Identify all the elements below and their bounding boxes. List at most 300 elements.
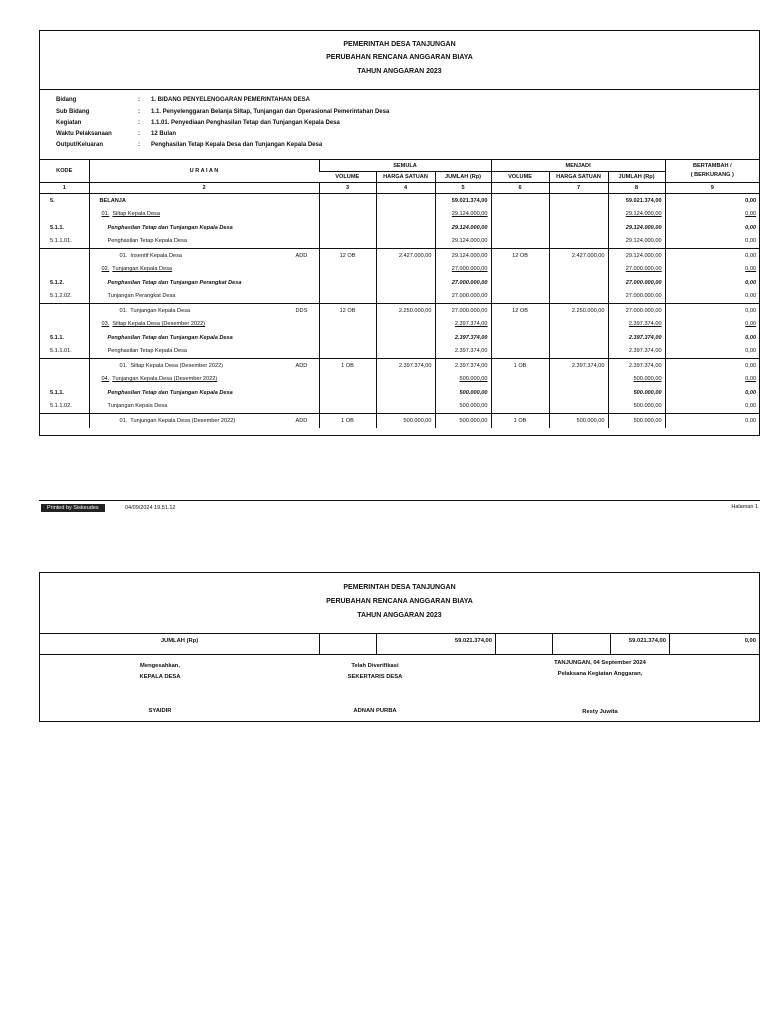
cell-harga-menjadi <box>549 276 608 290</box>
signature-kepala-desa-title2: KEPALA DESA <box>139 674 181 680</box>
amount: 0,00 <box>745 403 757 410</box>
cell-harga-menjadi <box>549 373 608 387</box>
table-row <box>40 400 759 414</box>
amount: 27.000.000,00 <box>625 307 662 314</box>
amount: 0,00 <box>745 279 757 286</box>
item-description: Siltap Kepala Desa (Desember 2022) <box>112 321 206 328</box>
item-description: Tunjungan Kepala Desa (Desember 2022) <box>130 417 236 424</box>
cell-jumlah-menjadi <box>608 331 665 345</box>
amount: 0,00 <box>745 252 757 259</box>
cell-kode: 5.1.1. <box>50 334 64 341</box>
total-empty-cell <box>319 634 376 654</box>
col-menjadi: MENJADI <box>491 160 665 172</box>
funding-source: ADD <box>295 362 308 369</box>
table-row <box>40 386 759 400</box>
cell-uraian <box>89 276 319 290</box>
info-row-waktu <box>56 131 759 141</box>
cell-volume-semula: 12 OB <box>319 249 376 263</box>
amount: 29.124.000,00 <box>451 238 488 245</box>
cell-harga-semula <box>376 194 435 208</box>
info-value: 12 Bulan <box>151 131 177 137</box>
cell-harga-menjadi <box>549 235 608 249</box>
cell-volume-semula <box>319 263 376 277</box>
cell-delta <box>665 194 759 208</box>
table-row <box>40 318 759 332</box>
cell-harga-menjadi <box>549 194 608 208</box>
col-bertambah-line1: BERTAMBAH / <box>692 163 732 169</box>
cell-uraian <box>89 221 319 235</box>
cell-kode <box>40 359 89 373</box>
funding-source: DDS <box>295 307 308 314</box>
cell-jumlah-menjadi <box>608 400 665 414</box>
table-row <box>40 249 759 263</box>
amount: 0,00 <box>745 238 757 245</box>
cell-kode: 5.1.1.01. <box>40 235 89 249</box>
cell-uraian <box>89 331 319 345</box>
cell-volume-menjadi: 12 OB <box>491 304 549 318</box>
info-row-sub-bidang <box>56 109 759 119</box>
cell-jumlah-menjadi <box>608 194 665 208</box>
cell-kode: 5. <box>50 197 55 204</box>
cell-delta <box>665 345 759 359</box>
signature-sekdes-title2: SEKERTARIS DESA <box>347 674 403 680</box>
cell-delta <box>665 208 759 222</box>
col-number: 1 <box>40 183 89 194</box>
cell-kode <box>40 373 89 387</box>
cell-kode: 5.1.2.02. <box>40 290 89 304</box>
amount: 2.397.374,00 <box>628 334 662 341</box>
cell-uraian <box>89 235 319 249</box>
col-semula: SEMULA <box>319 160 491 172</box>
cell-jumlah-semula <box>435 263 491 277</box>
info-value: Penghasilan Tetap Kepala Desa dan Tunjangan Kepala Desa <box>151 142 323 148</box>
item-number: 01. <box>101 211 110 218</box>
amount: 0,00 <box>745 197 757 204</box>
amount: 0,00 <box>745 321 757 328</box>
col-bertambah <box>665 160 759 183</box>
info-colon: : <box>138 142 140 148</box>
cell-delta <box>665 249 759 263</box>
cell-jumlah-menjadi <box>608 386 665 400</box>
signature-sekdes-name: ADNAN PURBA <box>353 708 397 714</box>
cell-harga-semula: 2.397.374,00 <box>376 359 435 373</box>
cell-jumlah-menjadi <box>608 414 665 428</box>
table-row <box>40 304 759 318</box>
cell-volume-semula: 1 OB <box>319 359 376 373</box>
header-line-3: TAHUN ANGGARAN 2023 <box>357 68 442 75</box>
cell-harga-semula <box>376 208 435 222</box>
info-label: Sub Bidang <box>56 109 90 115</box>
cell-kode: 5.1.1. <box>50 389 64 396</box>
cell-uraian <box>89 249 319 263</box>
amount: 500.000,00 <box>633 417 662 424</box>
cell-volume-semula <box>319 331 376 345</box>
cell-harga-semula <box>376 400 435 414</box>
cell-jumlah-menjadi <box>608 373 665 387</box>
cell-uraian <box>89 373 319 387</box>
amount: 27.000.000,00 <box>625 266 662 273</box>
info-label: Output/Keluaran <box>56 142 104 148</box>
cell-volume-menjadi <box>491 400 549 414</box>
cell-kode: 5.1.1.02. <box>40 400 89 414</box>
header-line-3: TAHUN ANGGARAN 2023 <box>357 612 442 619</box>
cell-uraian <box>89 386 319 400</box>
cell-jumlah-menjadi <box>608 290 665 304</box>
cell-kode <box>40 249 89 263</box>
item-description: BELANJA <box>99 197 126 204</box>
amount: 29.124.000,00 <box>451 252 488 259</box>
cell-uraian <box>89 290 319 304</box>
cell-uraian <box>89 263 319 277</box>
table-row <box>40 359 759 373</box>
report-page-2 <box>39 572 760 722</box>
amount: 29.124.000,00 <box>625 238 662 245</box>
cell-jumlah-menjadi <box>608 249 665 263</box>
cell-harga-menjadi: 500.000,00 <box>549 414 608 428</box>
cell-volume-semula <box>319 235 376 249</box>
info-row-kegiatan <box>56 120 759 130</box>
cell-jumlah-semula <box>435 304 491 318</box>
amount: 27.000.000,00 <box>451 266 488 273</box>
col-number: 5 <box>435 183 491 194</box>
cell-jumlah-menjadi <box>608 304 665 318</box>
signature-pelaksana-title: Pelaksana Kegiatan Anggaran, <box>557 671 643 677</box>
cell-kode: 5.1.2. <box>50 279 64 286</box>
funding-source: ADD <box>295 417 308 424</box>
cell-uraian <box>89 318 319 332</box>
amount: 0,00 <box>745 348 757 355</box>
item-description: Tunjangan Kepala Desa <box>130 307 191 314</box>
total-row <box>40 634 759 655</box>
amount: 0,00 <box>745 266 757 273</box>
amount: 27.000.000,00 <box>451 293 488 300</box>
cell-harga-menjadi <box>549 386 608 400</box>
cell-jumlah-semula <box>435 345 491 359</box>
col-jumlah-menjadi: JUMLAH (Rp) <box>608 172 665 183</box>
cell-jumlah-menjadi <box>608 208 665 222</box>
item-description: Tunjangan Kepala Desa (Desember 2022) <box>112 376 218 383</box>
amount: 27.000.000,00 <box>625 279 662 286</box>
cell-volume-semula <box>319 345 376 359</box>
cell-volume-menjadi <box>491 235 549 249</box>
cell-volume-semula: 1 OB <box>319 414 376 428</box>
cell-delta <box>665 318 759 332</box>
cell-harga-semula <box>376 221 435 235</box>
cell-harga-semula <box>376 318 435 332</box>
cell-volume-menjadi <box>491 318 549 332</box>
cell-uraian <box>89 345 319 359</box>
table-row <box>40 345 759 359</box>
cell-volume-menjadi <box>491 263 549 277</box>
cell-jumlah-semula <box>435 221 491 235</box>
cell-volume-menjadi <box>491 276 549 290</box>
col-number: 3 <box>319 183 376 194</box>
cell-harga-semula <box>376 235 435 249</box>
cell-uraian <box>89 208 319 222</box>
amount: 0,00 <box>745 307 757 314</box>
cell-delta <box>665 386 759 400</box>
amount: 0,00 <box>745 293 757 300</box>
total-label: JUMLAH (Rp) <box>160 638 199 644</box>
item-description: Tunjangan Kepala Desa <box>107 403 168 410</box>
cell-volume-semula <box>319 290 376 304</box>
cell-harga-semula <box>376 276 435 290</box>
table-header-row <box>40 160 759 172</box>
col-number: 8 <box>608 183 665 194</box>
col-number: 7 <box>549 183 608 194</box>
cell-jumlah-semula <box>435 414 491 428</box>
cell-harga-semula <box>376 373 435 387</box>
amount: 0,00 <box>745 389 757 396</box>
col-volume-semula: VOLUME <box>319 172 376 183</box>
cell-volume-semula <box>319 276 376 290</box>
cell-delta <box>665 276 759 290</box>
amount: 500.000,00 <box>459 376 488 383</box>
col-harga-menjadi: HARGA SATUAN <box>549 172 608 183</box>
amount: 2.397.374,00 <box>628 321 662 328</box>
signature-kepala-desa-name: SYAIDIR <box>148 708 172 714</box>
table-row <box>40 194 759 208</box>
cell-harga-semula <box>376 386 435 400</box>
amount: 500.000,00 <box>633 403 662 410</box>
cell-harga-menjadi <box>549 400 608 414</box>
cell-volume-menjadi: 1 OB <box>491 359 549 373</box>
info-colon: : <box>138 120 140 126</box>
info-value: 1.1.01. Penyediaan Penghasilan Tetap dan Tunjangan Kepala Desa <box>151 120 340 126</box>
col-number: 2 <box>89 183 319 194</box>
item-number: 03. <box>101 321 110 328</box>
item-number: 02. <box>101 266 110 273</box>
amount: 59.021.374,00 <box>625 197 662 204</box>
cell-jumlah-semula <box>435 276 491 290</box>
cell-harga-semula: 2.427.000,00 <box>376 249 435 263</box>
col-jumlah-semula: JUMLAH (Rp) <box>435 172 491 183</box>
amount: 2.397.374,00 <box>628 348 662 355</box>
item-description: Tunjangan Kepala Desa <box>112 266 173 273</box>
cell-harga-menjadi <box>549 208 608 222</box>
activity-info <box>40 89 759 159</box>
col-bertambah-line2: ( BERKURANG ) <box>690 172 734 178</box>
cell-volume-menjadi: 1 OB <box>491 414 549 428</box>
table-row <box>40 373 759 387</box>
col-kode: KODE <box>40 160 89 183</box>
cell-kode <box>40 414 89 428</box>
col-number: 6 <box>491 183 549 194</box>
cell-jumlah-semula <box>435 249 491 263</box>
header-line-1: PEMERINTAH DESA TANJUNGAN <box>343 41 456 48</box>
cell-jumlah-menjadi <box>608 235 665 249</box>
cell-volume-menjadi <box>491 221 549 235</box>
item-description: Penghasilan Tetap Kepala Desa <box>107 238 188 245</box>
cell-kode <box>40 318 89 332</box>
cell-harga-semula <box>376 331 435 345</box>
total-menjadi: 59.021.374,00 <box>610 634 669 654</box>
cell-delta <box>665 290 759 304</box>
cell-volume-menjadi <box>491 373 549 387</box>
info-colon: : <box>138 131 140 137</box>
signature-place-date: TANJUNGAN, 04 September 2024 <box>554 660 646 666</box>
amount: 0,00 <box>745 211 757 218</box>
table-row <box>40 290 759 304</box>
col-number: 4 <box>376 183 435 194</box>
cell-volume-semula <box>319 373 376 387</box>
amount: 27.000.000,00 <box>451 279 488 286</box>
item-description: Penghasilan Tetap dan Tunjangan Kepala Desa <box>107 334 233 341</box>
cell-uraian <box>89 414 319 428</box>
page-footer <box>39 500 760 515</box>
amount: 2.397.374,00 <box>454 321 488 328</box>
cell-delta <box>665 414 759 428</box>
table-row <box>40 221 759 235</box>
cell-delta <box>665 331 759 345</box>
cell-delta <box>665 359 759 373</box>
cell-harga-menjadi <box>549 221 608 235</box>
amount: 0,00 <box>745 362 757 369</box>
item-description: Penghasilan Tetap dan Tunjangan Kepala Desa <box>107 224 233 231</box>
item-description: Insentif Kepala Desa <box>130 252 183 259</box>
cell-volume-menjadi <box>491 194 549 208</box>
cell-jumlah-menjadi <box>608 359 665 373</box>
info-label: Bidang <box>56 97 77 103</box>
cell-harga-semula <box>376 263 435 277</box>
item-number: 01. <box>119 417 128 424</box>
cell-harga-menjadi: 2.250.000,00 <box>549 304 608 318</box>
cell-jumlah-semula <box>435 318 491 332</box>
amount: 0,00 <box>745 417 757 424</box>
cell-volume-semula: 12 OB <box>319 304 376 318</box>
signature-pelaksana-name: Resty Juwita <box>582 709 618 715</box>
total-delta: 0,00 <box>669 634 759 654</box>
total-empty-cell <box>495 634 552 654</box>
cell-jumlah-semula <box>435 331 491 345</box>
amount: 0,00 <box>745 334 757 341</box>
amount: 500.000,00 <box>633 389 662 396</box>
cell-volume-menjadi <box>491 208 549 222</box>
info-colon: : <box>138 109 140 115</box>
col-number: 9 <box>665 183 759 194</box>
amount: 59.021.374,00 <box>451 197 488 204</box>
info-label: Kegiatan <box>56 120 82 126</box>
item-description: Tunjangan Perangkat Desa <box>107 293 176 300</box>
info-row-output <box>56 142 759 152</box>
amount: 29.124.000,00 <box>625 252 662 259</box>
amount: 2.397.374,00 <box>454 348 488 355</box>
amount: 2.397.374,00 <box>454 334 488 341</box>
amount: 29.124.000,00 <box>625 211 662 218</box>
cell-volume-semula <box>319 318 376 332</box>
cell-delta <box>665 304 759 318</box>
info-value: 1. BIDANG PENYELENGGARAN PEMERINTAHAN DESA <box>151 97 310 103</box>
table-number-row <box>40 183 759 194</box>
table-row <box>40 235 759 249</box>
col-volume-menjadi: VOLUME <box>491 172 549 183</box>
total-empty-cell <box>552 634 610 654</box>
amount: 500.000,00 <box>459 389 488 396</box>
signature-kepala-desa-title1: Mengesahkan, <box>140 663 180 669</box>
amount: 0,00 <box>745 376 757 383</box>
cell-jumlah-semula <box>435 359 491 373</box>
cell-volume-menjadi: 12 OB <box>491 249 549 263</box>
cell-uraian <box>89 359 319 373</box>
cell-harga-semula: 500.000,00 <box>376 414 435 428</box>
funding-source: ADD <box>295 252 308 259</box>
cell-jumlah-menjadi <box>608 318 665 332</box>
amount: 29.124.000,00 <box>625 224 662 231</box>
info-value: 1.1. Penyelenggaran Belanja Siltap, Tunjangan dan Operasional Pemerintahan Desa <box>151 109 390 115</box>
cell-uraian <box>89 304 319 318</box>
info-colon: : <box>138 97 140 103</box>
report-header-2 <box>40 573 759 634</box>
header-line-2: PERUBAHAN RENCANA ANGGARAN BIAYA <box>326 54 473 61</box>
table-row <box>40 414 759 428</box>
cell-delta <box>665 263 759 277</box>
cell-volume-menjadi <box>491 386 549 400</box>
item-description: Penghasilan Tetap dan Tunjangan Kepala Desa <box>107 389 233 396</box>
cell-volume-menjadi <box>491 331 549 345</box>
cell-jumlah-semula <box>435 386 491 400</box>
cell-volume-menjadi <box>491 290 549 304</box>
report-header <box>40 31 759 90</box>
cell-delta <box>665 400 759 414</box>
signature-sekdes-title1: Telah Diverifikasi <box>351 663 399 669</box>
cell-uraian <box>89 400 319 414</box>
amount: 500.000,00 <box>633 376 662 383</box>
printed-by-badge: Printed by Siskeudes <box>41 504 105 512</box>
cell-jumlah-semula <box>435 235 491 249</box>
item-description: Siltap Kepala Desa (Desember 2022) <box>130 362 224 369</box>
cell-harga-semula: 2.250.000,00 <box>376 304 435 318</box>
amount: 500.000,00 <box>459 417 488 424</box>
cell-delta <box>665 221 759 235</box>
cell-volume-semula <box>319 208 376 222</box>
cell-uraian <box>89 194 319 208</box>
amount: 29.124.000,00 <box>451 224 488 231</box>
amount: 2.397.374,00 <box>454 362 488 369</box>
cell-jumlah-menjadi <box>608 221 665 235</box>
amount: 500.000,00 <box>459 403 488 410</box>
item-number: 01. <box>119 307 128 314</box>
item-description: Siltap Kepala Desa <box>112 211 160 218</box>
total-semula: 59.021.374,00 <box>376 634 495 654</box>
table-row <box>40 331 759 345</box>
cell-delta <box>665 235 759 249</box>
cell-jumlah-semula <box>435 400 491 414</box>
header-line-2: PERUBAHAN RENCANA ANGGARAN BIAYA <box>326 598 473 605</box>
cell-jumlah-semula <box>435 290 491 304</box>
amount: 27.000.000,00 <box>625 293 662 300</box>
cell-volume-menjadi <box>491 345 549 359</box>
col-harga-semula: HARGA SATUAN <box>376 172 435 183</box>
item-description: Penghasilan Tetap dan Tunjangan Perangkat Desa <box>107 279 242 286</box>
info-label: Waktu Pelaksanaan <box>56 131 112 137</box>
cell-volume-semula <box>319 221 376 235</box>
cell-jumlah-menjadi <box>608 276 665 290</box>
cell-kode <box>40 263 89 277</box>
item-number: 01. <box>119 362 128 369</box>
cell-harga-menjadi: 2.397.374,00 <box>549 359 608 373</box>
amount: 29.124.000,00 <box>451 211 488 218</box>
print-timestamp: 04/09/2024 19.51.12 <box>125 505 176 511</box>
amount: 2.397.374,00 <box>628 362 662 369</box>
info-row-bidang <box>56 97 759 107</box>
header-line-1: PEMERINTAH DESA TANJUNGAN <box>343 584 456 591</box>
table-row <box>40 208 759 222</box>
cell-harga-semula <box>376 345 435 359</box>
table-row <box>40 276 759 290</box>
cell-kode <box>40 304 89 318</box>
cell-harga-menjadi <box>549 331 608 345</box>
cell-volume-semula <box>319 400 376 414</box>
